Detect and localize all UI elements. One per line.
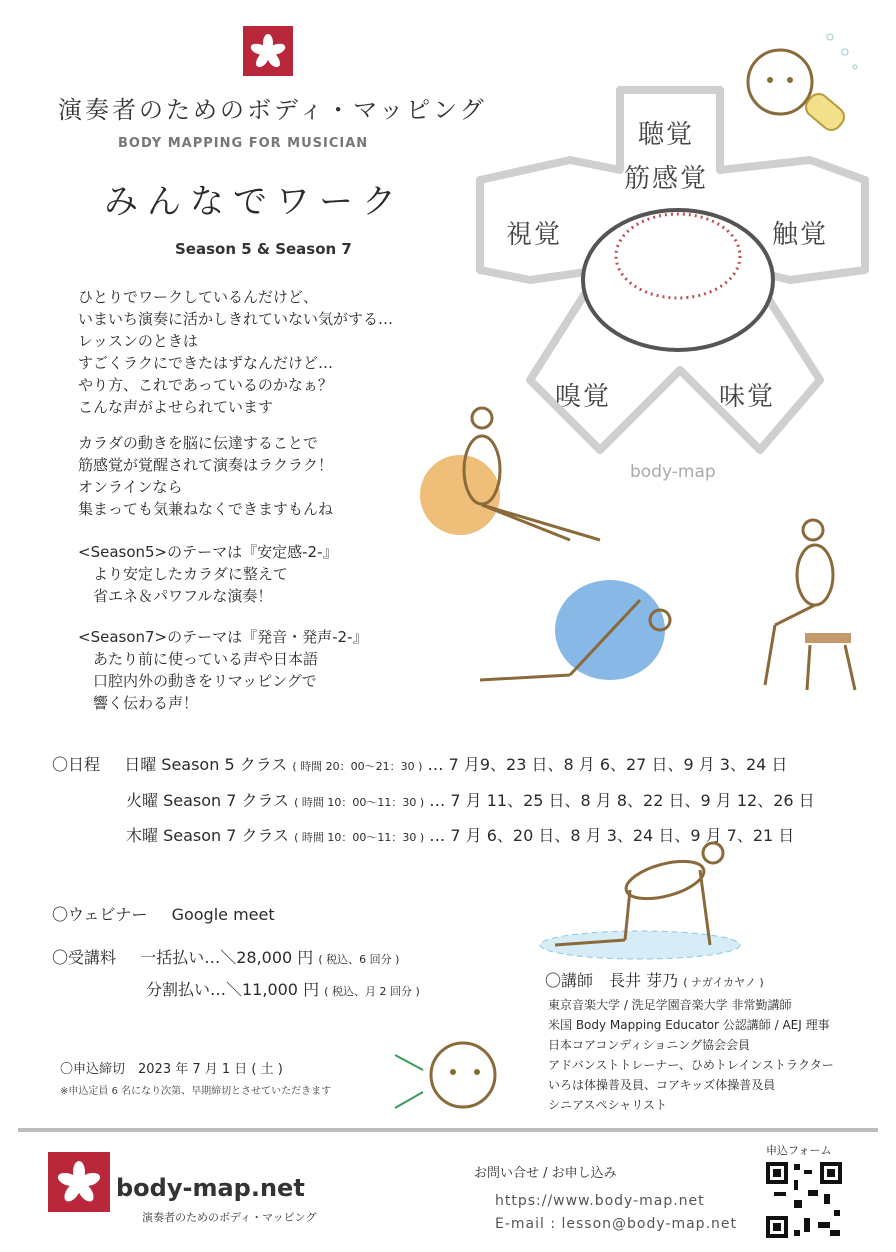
season7-theme	[78, 626, 498, 714]
text-line: ひとりでワークしているんだけど、	[78, 288, 319, 306]
form-label: 申込フォーム	[766, 1144, 832, 1157]
profile-line: 米国 Body Mapping Educator 公認講師 / AEJ 理事	[548, 1018, 830, 1032]
website-link[interactable]: https://www.body-map.net	[495, 1193, 705, 1209]
text-line: やり方、これであっているのかなぁ？	[78, 376, 333, 394]
sense-touch: 触覚	[772, 220, 829, 250]
schedule-day: 火曜 Season 7 クラス	[126, 791, 290, 810]
schedule-dates: … 7 月 11、25 日、8 月 8、22 日、9 月 12、26 日	[429, 791, 815, 810]
schedule-dates: … 7 月9、23 日、8 月 6、27 日、9 月 3、24 日	[427, 755, 788, 774]
schedule-row-3	[126, 823, 896, 846]
sense-smell: 嗅覚	[555, 382, 612, 412]
deadline: 〇申込締切 2023 年 7 月 1 日 ( 土 )	[60, 1062, 283, 1077]
schedule-row-2	[126, 788, 896, 811]
fee-label: 〇受講料	[52, 948, 117, 967]
webinar-row	[52, 902, 882, 925]
schedule-day: 日曜 Season 5 クラス	[124, 755, 288, 774]
title-japanese: 演奏者のためのボディ・マッピング	[58, 96, 487, 124]
schedule-label: 〇日程	[52, 755, 101, 774]
profile-line: 東京音楽大学 / 洗足学園音楽大学 非常勤講師	[548, 998, 792, 1012]
email-link[interactable]: E-mail : lesson@body-map.net	[495, 1216, 737, 1232]
stick-figure-sitting	[420, 400, 620, 560]
fee-lump-note: ( 税込、6 回分 )	[318, 953, 400, 966]
sense-sight: 視覚	[506, 220, 563, 250]
footer-divider	[18, 1128, 878, 1132]
diagram-caption: body-map	[630, 462, 716, 482]
text-line: 集まっても気兼ねなくできますもんね	[78, 500, 334, 518]
fee-row-split	[146, 977, 420, 1000]
profile-line: シニアスペシャリスト	[548, 1098, 668, 1112]
text-line: 口腔内外の動きをリマッピングで	[78, 672, 317, 690]
schedule-time: ( 時間 10：00〜11：30 )	[294, 831, 425, 844]
sense-center: 筋感覚	[624, 164, 709, 194]
fee-row-lump	[52, 945, 399, 968]
qr-code-icon[interactable]	[764, 1160, 844, 1240]
title-english: BODY MAPPING FOR MUSICIAN	[118, 136, 369, 151]
brand-name: body-map.net	[116, 1174, 305, 1202]
webinar-label: 〇ウェビナー	[52, 905, 148, 924]
schedule-dates: … 7 月 6、20 日、8 月 3、24 日、9 月 7、21 日	[429, 826, 795, 845]
contact-label: お問い合せ / お申し込み	[474, 1166, 617, 1181]
stick-figure-ball	[470, 580, 690, 700]
schedule-time: ( 時間 20：00〜21：30 )	[292, 760, 423, 773]
center-circle	[583, 210, 773, 350]
text-line: オンラインなら	[78, 478, 183, 496]
text-line: こんな声がよせられています	[78, 398, 274, 416]
main-title: みんなでワーク	[104, 182, 405, 222]
instructor-reading: ( ナガイカヤノ )	[683, 976, 764, 989]
stick-figure-stool	[755, 515, 865, 695]
text-line: より安定したカラダに整えて	[78, 565, 288, 583]
fee-split-note: ( 税込、月 2 回分 )	[324, 985, 420, 998]
text-line: いまいち演奏に活かしきれていない気がする…	[78, 310, 394, 328]
season-label: Season 5 & Season 7	[175, 240, 352, 258]
brand-subtitle: 演奏者のためのボディ・マッピング	[142, 1211, 317, 1224]
schedule-row-1	[52, 752, 882, 775]
deadline-note: ※申込定員 6 名になり次第、早期締切とさせていただきます	[60, 1086, 332, 1097]
schedule-day: 木曜 Season 7 クラス	[126, 826, 290, 845]
fee-lump: 一括払い…＼28,000 円	[140, 948, 314, 967]
instructor-heading	[545, 968, 764, 991]
text-line: カラダの動きを脳に伝達することで	[78, 434, 318, 452]
schedule-time: ( 時間 10：00〜11：30 )	[294, 796, 425, 809]
profile-line: アドバンストトレーナー、ひめトレインストラクター	[548, 1058, 834, 1072]
text-line: 省エネ＆パワフルな演奏！	[78, 587, 273, 605]
face-illustration	[385, 1030, 505, 1120]
asterisk-icon	[243, 26, 293, 76]
brand-logo-top	[243, 26, 293, 76]
intro-paragraph-1	[78, 286, 498, 418]
webinar-value: Google meet	[171, 905, 275, 924]
text-line: すごくラクにできたはずなんだけど…	[78, 354, 334, 372]
asterisk-icon	[48, 1152, 110, 1212]
text-line: 響く伝わる声！	[78, 694, 199, 712]
text-line: <Season5>のテーマは『安定感-2-』	[78, 543, 338, 561]
instructor-profile	[548, 995, 888, 1115]
baby-bottle-illustration	[735, 12, 875, 152]
profile-line: 日本コアコンディショニング協会会員	[548, 1038, 750, 1052]
fee-split: 分割払い…＼11,000 円	[146, 980, 320, 999]
sense-taste: 味覚	[719, 382, 776, 412]
sense-hearing: 聴覚	[638, 120, 695, 150]
text-line: <Season7>のテーマは『発音・発声-2-』	[78, 628, 368, 646]
stick-figure-mat	[535, 835, 745, 965]
text-line: 筋感覚が覚醒されて演奏はラクラク！	[78, 456, 334, 474]
text-line: あたり前に使っている声や日本語	[78, 650, 319, 668]
brand-logo-footer	[48, 1152, 110, 1212]
profile-line: いろは体操普及員、コアキッズ体操普及員	[548, 1078, 776, 1092]
instructor-name: 〇講師 長井 芽乃	[545, 971, 679, 990]
text-line: レッスンのときは	[78, 332, 198, 350]
